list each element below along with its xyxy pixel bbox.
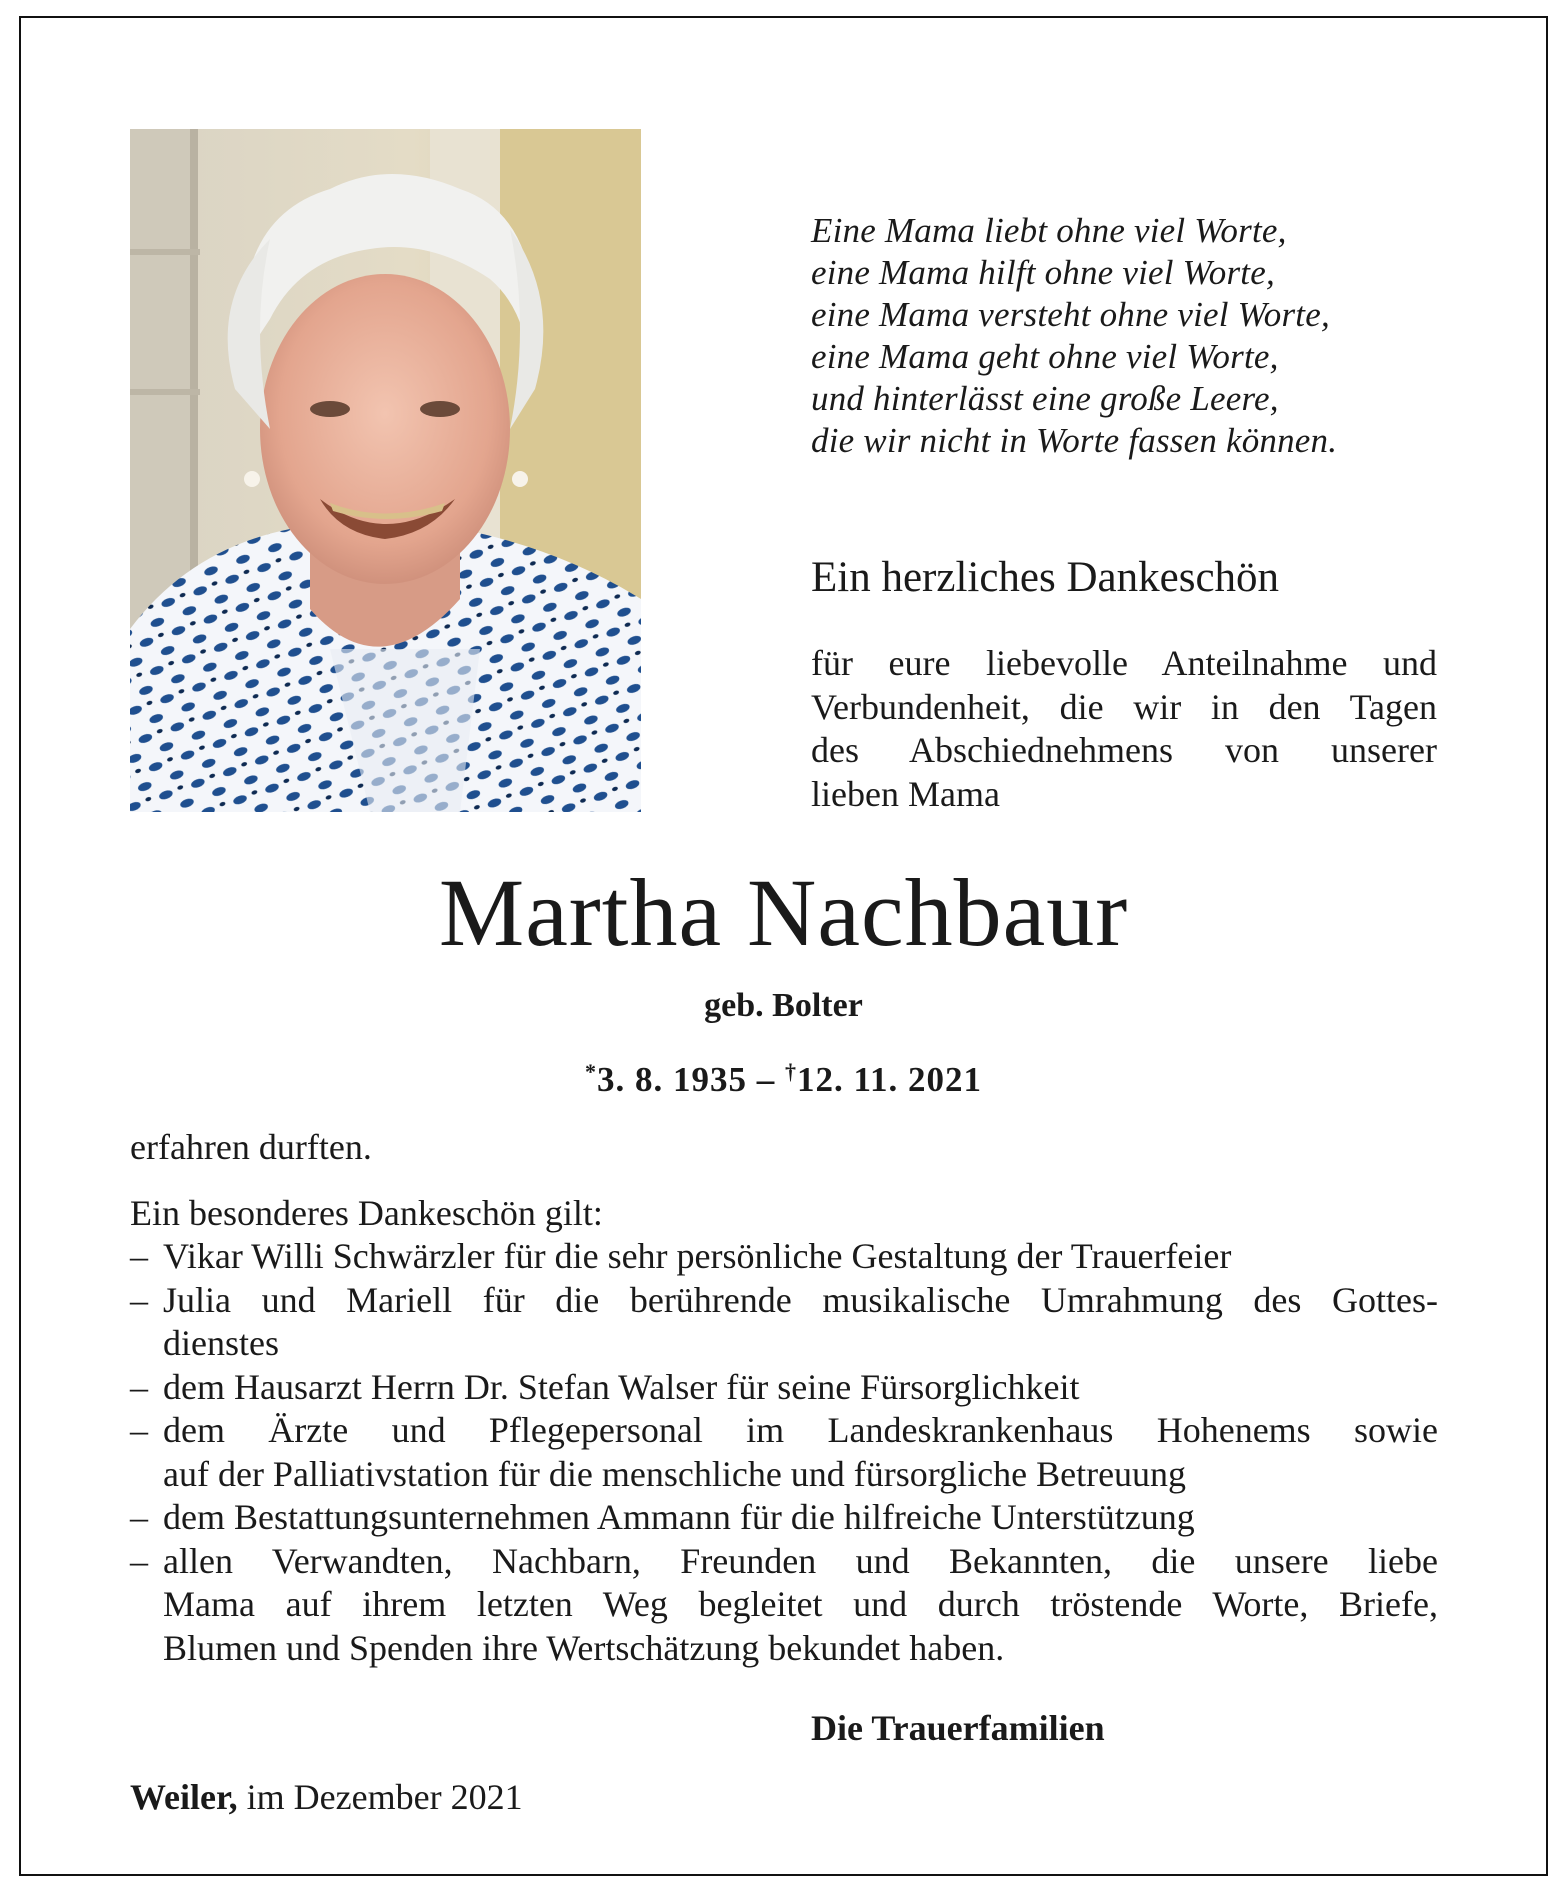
poem-line: und hinterlässt eine große Leere, — [811, 379, 1279, 418]
thanks-line: lieben Mama — [811, 773, 1000, 814]
list-item-line: dem Bestattungsunternehmen Ammann für die hilfreiche Unterstützung — [163, 1497, 1195, 1537]
date-separator: – — [756, 1060, 776, 1099]
list-item-line: Vikar Willi Schwärzler für die sehr persönliche Gestaltung der Trauerfeier — [163, 1236, 1232, 1276]
list-dash: – — [130, 1366, 148, 1407]
list-dash: – — [130, 1279, 148, 1320]
list-item-line: Julia und Mariell für die berührende musikalische Umrahmung des Gottes- — [163, 1279, 1438, 1320]
signature: Die Trauerfamilien — [811, 1708, 1105, 1748]
poem — [811, 210, 1337, 462]
deceased-name: Martha Nachbaur — [438, 859, 1129, 966]
death-date: 12. 11. 2021 — [796, 1060, 983, 1099]
list-dash: – — [130, 1236, 148, 1276]
thanks-line: des Abschiednehmens von unserer — [811, 730, 1437, 770]
poem-line: die wir nicht in Worte fassen können. — [811, 421, 1338, 460]
date-text: im Dezember 2021 — [246, 1777, 523, 1817]
special-thanks-intro: Ein besonderes Dankeschön gilt: — [130, 1192, 603, 1233]
poem-line: Eine Mama liebt ohne viel Worte, — [811, 211, 1287, 250]
list-dash: – — [130, 1497, 148, 1537]
list-item-line: dem Ärzte und Pflegepersonal im Landeskrankenhaus Hohenems sowie — [163, 1410, 1438, 1450]
list-item — [130, 1366, 1438, 1410]
list-item-line: allen Verwandten, Nachbarn, Freunden und Bekannten, die unsere liebe — [163, 1540, 1438, 1581]
list-item — [130, 1409, 1438, 1496]
birth-date: 3. 8. 1935 — [596, 1060, 747, 1099]
list-item — [130, 1496, 1438, 1540]
birth-symbol: * — [584, 1059, 597, 1084]
list-item-line: dienstes — [163, 1323, 279, 1363]
poem-line: eine Mama geht ohne viel Worte, — [811, 337, 1279, 376]
list-item — [130, 1235, 1438, 1279]
place: Weiler, — [130, 1777, 238, 1817]
list-item — [130, 1540, 1438, 1671]
maiden-name: geb. Bolter — [704, 987, 863, 1024]
life-dates — [0, 1051, 1567, 1101]
list-item-line: dem Hausarzt Herrn Dr. Stefan Walser für seine Fürsorglichkeit — [163, 1366, 1080, 1407]
poem-line: eine Mama hilft ohne viel Worte, — [811, 253, 1275, 292]
list-item-line: Mama auf ihrem letzten Weg begleitet und durch tröstende Worte, Briefe, — [163, 1584, 1438, 1624]
list-item — [130, 1279, 1438, 1366]
portrait-photo — [130, 129, 641, 812]
death-symbol: † — [784, 1059, 797, 1084]
list-dash: – — [130, 1410, 148, 1450]
poem-line: eine Mama versteht ohne viel Worte, — [811, 295, 1330, 334]
list-dash: – — [130, 1540, 148, 1581]
thanks-line: Verbundenheit, die wir in den Tagen — [811, 686, 1437, 727]
thanks-list — [130, 1235, 1438, 1670]
thanks-heading: Ein herzliches Dankeschön — [811, 554, 1280, 601]
body-text — [130, 1126, 1438, 1670]
continuation-text: erfahren durften. — [130, 1127, 372, 1167]
list-item-line: auf der Palliativstation für die menschliche und fürsorgliche Betreuung — [163, 1453, 1187, 1494]
thanks-text — [811, 642, 1437, 816]
place-date — [130, 1775, 523, 1819]
thanks-line: für eure liebevolle Anteilnahme und — [811, 643, 1437, 683]
list-item-line: Blumen und Spenden ihre Wertschätzung bekundet haben. — [163, 1627, 1005, 1668]
